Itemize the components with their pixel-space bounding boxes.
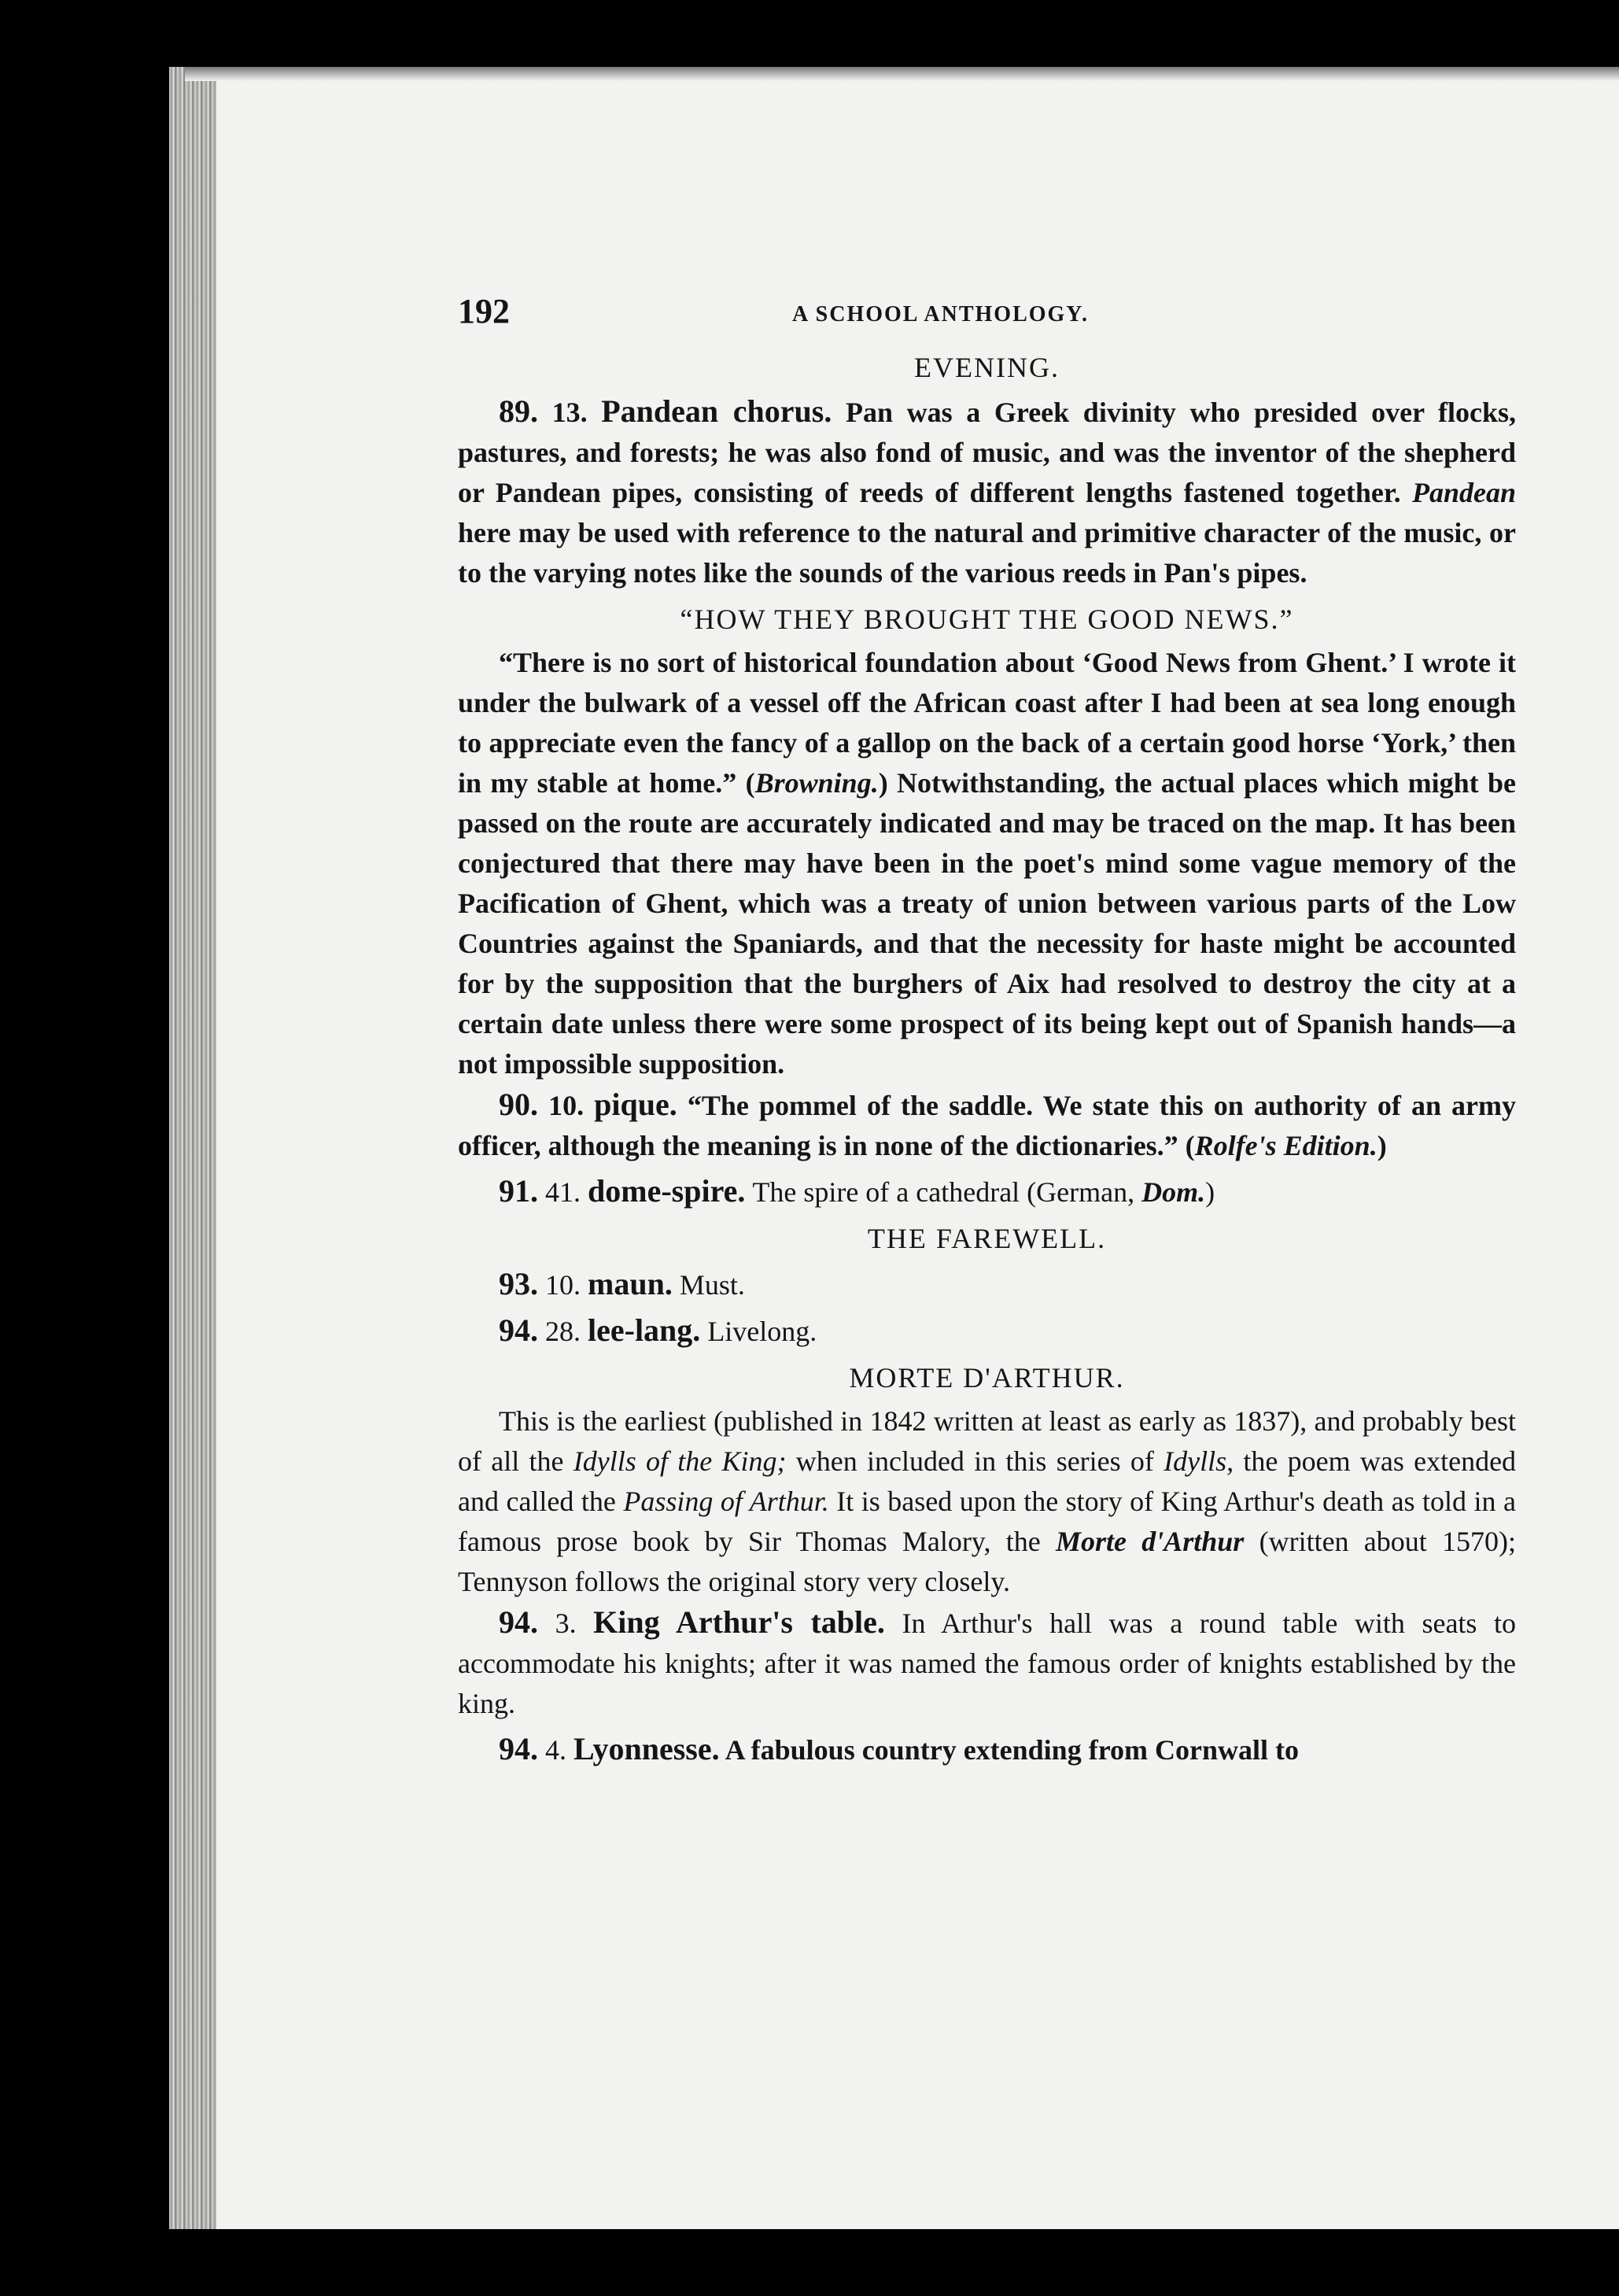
note-94: 94. 28. lee-lang. Livelong. <box>499 1312 817 1348</box>
note-94-lyonnesse: 94. 4. Lyonnesse. A fabulous country extending from Cornwall to <box>499 1731 1299 1766</box>
page-top-shadow <box>185 67 1619 81</box>
good-news-intro: “There is no sort of historical foundation about ‘Good News from Ghent.’ I wrote it under the bulwark of a vessel off the African coast after I had been at sea long enough to appreciate even the fancy of a gallop on the back of a certain good horse ‘York,’ then in my stable at home.” (Browning.) Notwithstanding, the actual places which might be passed on the route are accurately indicated and may be traced on the map. It has been conjectured that there may have been in the poet's mind some vague memory of the Pacification of Ghent, which was a treaty of union between various parts of the Low Countries against the Spaniards, and that the necessity for haste might be accounted for by the supposition that the burghers of Aix had resolved to destroy the city at a certain date unless there were some prospect of its being kept out of Spanish hands—a not impossible supposition. <box>458 647 1516 1080</box>
note-91: 91. 41. dome-spire. The spire of a cathedral (German, Dom.) <box>499 1173 1215 1209</box>
page-edge <box>169 67 216 2229</box>
section-heading-evening: EVENING. <box>914 352 1060 383</box>
running-header <box>458 283 1516 341</box>
note-93: 93. 10. maun. Must. <box>499 1266 745 1301</box>
note-89: 89. 13. Pandean chorus. Pan was a Greek divinity who presided over flocks, pastures, and forests; he was also fond of music, and was the inventor of the shepherd or Pandean pipes, consisting of reeds of different lengths fastened together. Pandean here may be used with reference to the natural and primitive character of the music, or to the varying notes like the sounds of the various reeds in Pan's pipes. <box>458 393 1517 589</box>
note-94-king-arthurs-table: 94. 3. King Arthur's table. In Arthur's hall was a round table with seats to accommodate his knights; after it was named the famous order of knights established by the king. <box>458 1604 1517 1719</box>
page-number: 192 <box>458 292 510 330</box>
note-90: 90. 10. pique. “The pommel of the saddle. We state this on authority of an army officer, although the meaning is in none of the dictionaries.” (Rolfe's Edition.) <box>458 1087 1517 1161</box>
section-heading-morte: MORTE D'ARTHUR. <box>849 1362 1125 1393</box>
section-heading-good-news: “HOW THEY BROUGHT THE GOOD NEWS.” <box>680 604 1294 635</box>
page-content <box>458 283 1516 1775</box>
section-heading-farewell: THE FAREWELL. <box>867 1223 1107 1254</box>
morte-intro: This is the earliest (published in 1842 written at least as early as 1837), and probably best of all the Idylls of the King; when included in this series of Idylls, the poem was extended and called the Passing of Arthur. It is based upon the story of King Arthur's death as told in a famous prose book by Sir Thomas Malory, the Morte d'Arthur (written about 1570); Tennyson follows the original story very closely. <box>458 1405 1517 1597</box>
running-title: A SCHOOL ANTHOLOGY. <box>792 302 1089 327</box>
